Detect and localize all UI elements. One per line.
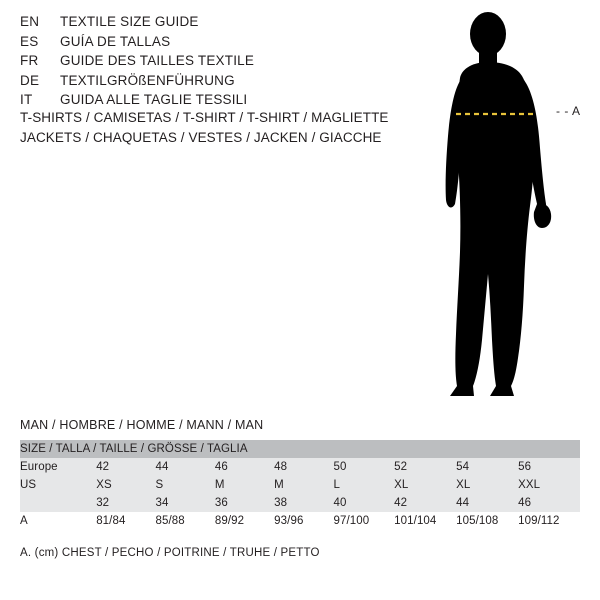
right-foot-shape	[490, 386, 514, 396]
row-cell: 105/108	[456, 515, 499, 527]
language-title: TEXTILE SIZE GUIDE	[60, 14, 199, 29]
head-shape	[470, 12, 506, 56]
row-cell: 40	[333, 497, 347, 509]
row-label: A	[20, 515, 28, 527]
row-cell: 48	[274, 461, 288, 473]
silhouette-svg	[400, 8, 600, 408]
table-row	[20, 494, 580, 512]
table-gender-title: MAN / HOMBRE / HOMME / MANN / MAN	[20, 418, 264, 432]
row-label	[20, 494, 96, 512]
row-cell: 44	[456, 497, 470, 509]
row-cell: XL	[394, 479, 409, 491]
row-cell: 56	[518, 461, 532, 473]
language-row	[20, 34, 420, 54]
row-cell: 81/84	[96, 515, 126, 527]
row-cell: L	[333, 479, 340, 491]
table-row	[20, 512, 580, 530]
row-cell: 46	[214, 461, 228, 473]
language-code: ES	[20, 33, 39, 49]
language-title: GUÍA DE TALLAS	[60, 33, 171, 49]
row-cell: XL	[456, 479, 471, 491]
category-line-tshirts: T-SHIRTS / CAMISETAS / T-SHIRT / T-SHIRT / MAGLIETTE	[20, 110, 389, 125]
row-cell: 36	[214, 497, 228, 509]
language-row	[20, 92, 420, 112]
language-title: TEXTILGRÖßENFÜHRUNG	[60, 72, 235, 88]
category-block	[20, 110, 440, 150]
row-cell: 34	[155, 497, 169, 509]
row-cell: 54	[456, 461, 470, 473]
table-row	[20, 458, 580, 476]
row-cell: XS	[96, 479, 112, 491]
size-table	[20, 440, 580, 530]
row-cell: M	[214, 479, 225, 491]
row-label: US	[20, 479, 37, 491]
language-code: IT	[20, 92, 33, 107]
left-arm-shape	[446, 78, 462, 207]
language-title: GUIDE DES TAILLES TEXTILE	[60, 53, 255, 68]
left-foot-shape	[450, 386, 474, 396]
language-row	[20, 53, 420, 73]
male-silhouette-figure	[400, 8, 600, 408]
torso-legs-shape	[455, 62, 534, 386]
category-line-jackets: JACKETS / CHAQUETAS / VESTES / JACKEN / GIACCHE	[20, 130, 382, 145]
language-title: GUIDA ALLE TAGLIE TESSILI	[60, 92, 248, 107]
row-cell: S	[155, 479, 164, 491]
row-cell: M	[274, 479, 284, 491]
row-cell: 38	[274, 497, 288, 509]
row-cell: 89/92	[214, 515, 245, 527]
row-cell: 32	[96, 497, 110, 509]
row-cell: XXL	[518, 479, 541, 491]
row-cell: 93/96	[274, 515, 304, 527]
table-row	[20, 476, 580, 494]
row-cell: 85/88	[155, 515, 185, 527]
row-cell: 44	[155, 461, 169, 473]
row-cell: 101/104	[394, 515, 437, 527]
chest-measure-label: - - A	[556, 104, 581, 118]
row-cell: 109/112	[518, 515, 560, 527]
table-note: A. (cm) CHEST / PECHO / POITRINE / TRUHE / PETTO	[20, 547, 320, 559]
language-code: EN	[20, 14, 40, 29]
row-cell: 50	[333, 461, 347, 473]
row-cell: 46	[518, 497, 532, 509]
row-cell: 42	[96, 461, 110, 473]
table-header-row	[20, 440, 580, 458]
language-code: FR	[20, 53, 39, 68]
language-row	[20, 14, 420, 34]
row-cell: 97/100	[333, 515, 370, 527]
right-hand-shape	[534, 203, 551, 228]
row-label: Europe	[20, 461, 58, 473]
language-row	[20, 73, 420, 93]
row-cell: 52	[394, 461, 408, 473]
language-code: DE	[20, 72, 40, 88]
language-header-block	[20, 14, 420, 112]
table-header-label: SIZE / TALLA / TAILLE / GRÖSSE / TAGLIA	[20, 443, 248, 455]
row-cell: 42	[394, 497, 408, 509]
